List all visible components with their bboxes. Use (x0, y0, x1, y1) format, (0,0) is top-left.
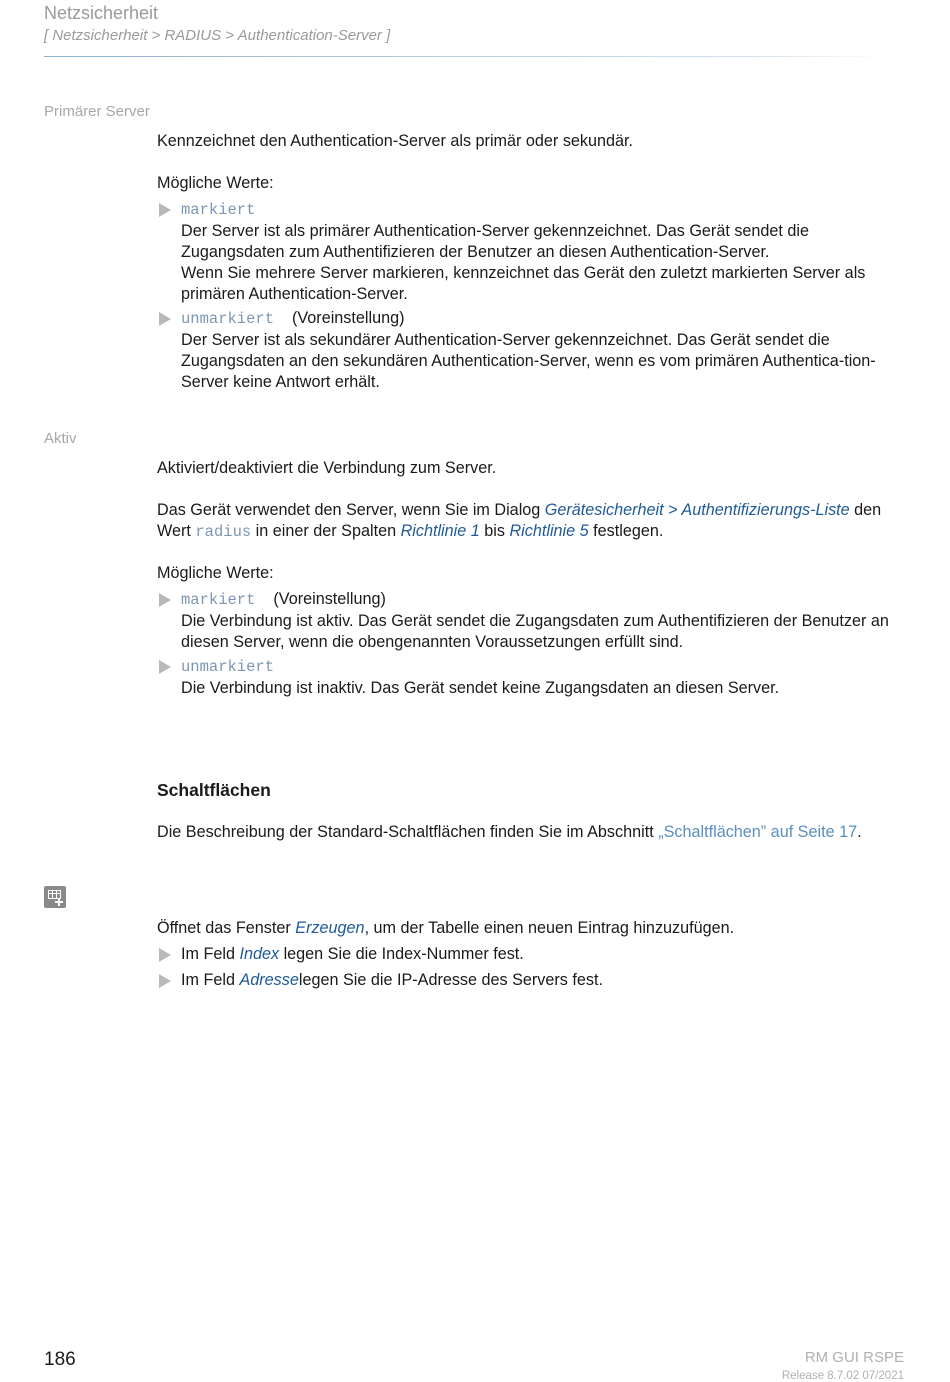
value-radius: radius (195, 523, 252, 541)
usage-text: den Wert (157, 501, 882, 540)
bullet-triangle-icon (159, 312, 171, 326)
bullet-triangle-icon (159, 948, 171, 962)
list-item (157, 944, 907, 965)
section-label-active: Aktiv (44, 430, 77, 447)
option-text: Der Server ist als sekundärer Authentication-Server gekennzeichnet. Das Gerät sendet die Zugangsdaten an den sekundären Authentication-Server, wenn es vom primären Authentica-tion-Server keine Antwort erhält. (181, 331, 876, 391)
create-text: , um der Tabelle einen neuen Eintrag hinzuzufügen. (364, 919, 735, 937)
column-reference: Richtlinie 1 (400, 522, 480, 540)
section-label-primary-server: Primärer Server (44, 103, 150, 120)
step-text: Im Feld (181, 945, 240, 963)
step-text: Im Feld (181, 971, 240, 989)
option-text: Wenn Sie mehrere Server markieren, kennzeichnet das Gerät den zuletzt markierten Server als primären Authentication-Server. (181, 264, 866, 303)
option-value: unmarkiert (181, 658, 275, 676)
chapter-title: Netzsicherheit (44, 3, 159, 23)
bullet-triangle-icon (159, 974, 171, 988)
page-number: 186 (44, 1349, 76, 1370)
release-info: Release 8.7.02 07/2021 (781, 1370, 904, 1382)
list-item (157, 970, 907, 991)
option-value: unmarkiert (181, 310, 275, 328)
primary-description: Kennzeichnet den Authentication-Server als primär oder sekundär. (157, 132, 634, 150)
usage-text: Das Gerät verwendet den Server, wenn Sie im Dialog (157, 501, 545, 519)
table-add-icon (44, 886, 66, 908)
buttons-text: . (857, 823, 862, 841)
create-text: Öffnet das Fenster (157, 919, 296, 937)
breadcrumb: [ Netzsicherheit > RADIUS > Authentication-Server ] (44, 27, 391, 44)
usage-text: bis (479, 522, 510, 540)
default-note: (Voreinstellung) (273, 590, 386, 608)
active-values-heading: Mögliche Werte: (157, 564, 274, 582)
field-reference: Adresse (239, 971, 299, 989)
bullet-triangle-icon (159, 660, 171, 674)
list-item (157, 308, 907, 393)
option-text: Der Server ist als primärer Authentication-Server gekennzeichnet. Das Gerät sendet die Zugangsdaten zum Authentifizieren der Benutzer an diesen Authentication-Server. (181, 222, 810, 261)
field-reference: Index (239, 945, 280, 963)
usage-text: in einer der Spalten (251, 522, 401, 540)
default-note: (Voreinstellung) (292, 309, 405, 327)
create-description (157, 918, 907, 939)
list-item (157, 589, 907, 653)
buttons-heading: Schaltflächen (157, 780, 271, 800)
option-text: Die Verbindung ist inaktiv. Das Gerät sendet keine Zugangsdaten an diesen Server. (181, 679, 780, 697)
header-divider (44, 56, 886, 57)
primary-values-heading: Mögliche Werte: (157, 174, 274, 192)
active-description: Aktiviert/deaktiviert die Verbindung zum Server. (157, 459, 497, 477)
option-text: Die Verbindung ist aktiv. Das Gerät sendet die Zugangsdaten zum Authentifizieren der Benutzer an diesen Server, wenn die obengenannten Voraussetzungen erfüllt sind. (181, 612, 889, 651)
document-id: RM GUI RSPE (804, 1349, 904, 1366)
buttons-description (157, 822, 907, 843)
bullet-triangle-icon (159, 593, 171, 607)
buttons-link[interactable]: „Schaltflächen” auf Seite 17 (658, 823, 858, 841)
dialog-reference: Gerätesicherheit > Authentifizierungs-Liste (544, 501, 850, 519)
step-text: legen Sie die IP-Adresse des Servers fest. (298, 971, 603, 989)
column-reference: Richtlinie 5 (509, 522, 589, 540)
window-reference: Erzeugen (295, 919, 365, 937)
list-item (157, 656, 907, 699)
active-usage (157, 500, 907, 543)
bullet-triangle-icon (159, 203, 171, 217)
option-value: markiert (181, 201, 256, 219)
usage-text: festlegen. (588, 522, 664, 540)
step-text: legen Sie die Index-Nummer fest. (279, 945, 524, 963)
buttons-text: Die Beschreibung der Standard-Schaltflächen finden Sie im Abschnitt (157, 823, 659, 841)
list-item (157, 199, 907, 305)
option-value: markiert (181, 591, 256, 609)
